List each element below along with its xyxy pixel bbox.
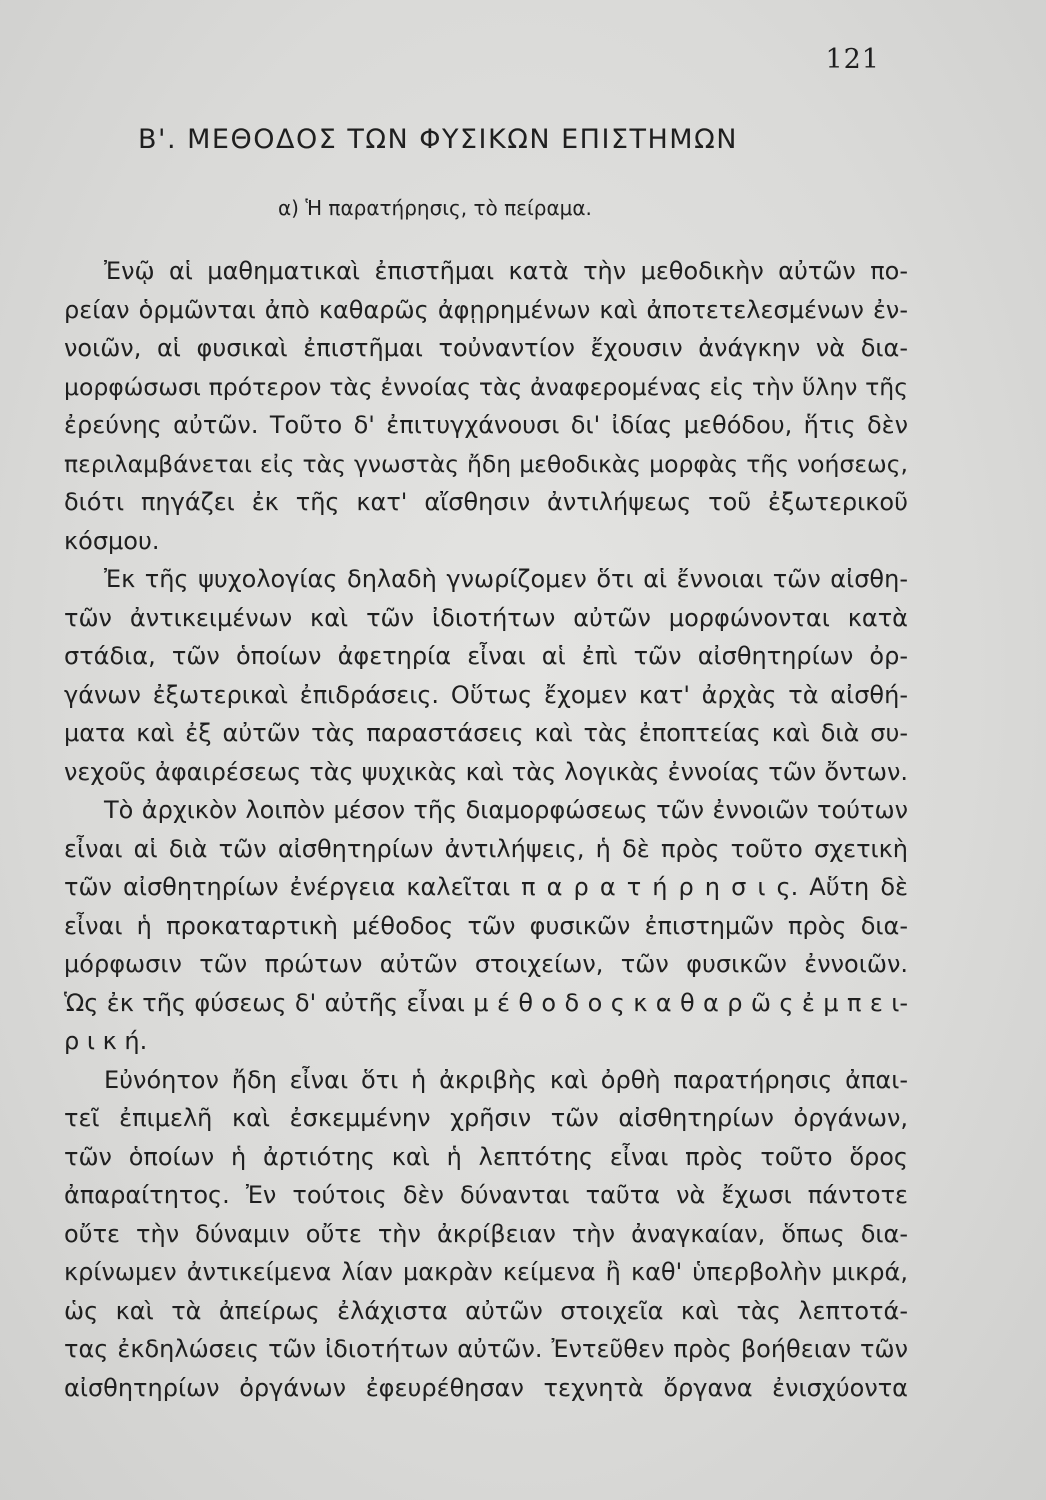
text-line: εἶναι ἡ προκαταρτικὴ μέθοδος τῶν φυσικῶν ἐπιστημῶν πρὸς δια- [64,911,908,940]
text-line: νεχοῦς ἀφαιρέσεως τὰς ψυχικὰς καὶ τὰς λογικὰς ἐννοίας τῶν ὄντων. [64,757,908,786]
text-line: τεῖ ἐπιμελῆ καὶ ἐσκεμμένην χρῆσιν τῶν αἰσθητηρίων ὀργάνων, [64,1104,908,1132]
text-line: Ὡς ἐκ τῆς φύσεως δ' αὐτῆς εἶναι μ έ θ ο δ ο ς κ α θ α ρ ῶ ς ἐ μ π ε ι- [64,988,908,1017]
text-line: κρίνωμεν ἀντικείμενα λίαν μακρὰν κείμενα ἢ καθ' ὑπερβολὴν μικρά, [64,1258,908,1286]
text-line: ὡς καὶ τὰ ἀπείρως ἐλάχιστα αὐτῶν στοιχεῖα καὶ τὰς λεπτοτά- [64,1296,908,1325]
text-line: τῶν ὁποίων ἡ ἀρτιότης καὶ ἡ λεπτότης εἶναι πρὸς τοῦτο ὅρος [64,1142,908,1171]
text-line: Ἐκ τῆς ψυχολογίας δηλαδὴ γνωρίζομεν ὅτι αἱ ἔννοιαι τῶν αἰσθη- [104,565,908,593]
text-line: περιλαμβάνεται εἰς τὰς γνωστὰς ἤδη μεθοδικὰς μορφὰς τῆς νοήσεως, [64,449,908,478]
text-line: οὔτε τὴν δύναμιν οὔτε τὴν ἀκρίβειαν τὴν ἀναγκαίαν, ὅπως δια- [64,1219,908,1248]
text-line: τῶν ἀντικειμένων καὶ τῶν ἰδιοτήτων αὐτῶν μορφώνονται κατὰ [64,603,908,632]
text-line: ἐρεύνης αὐτῶν. Τοῦτο δ' ἐπιτυγχάνουσι δι' ἰδίας μεθόδου, ἥτις δὲν [64,411,908,439]
chapter-title: Β'. ΜΕΘΟΔΟΣ ΤΩΝ ΦΥΣΙΚΩΝ ΕΠΙΣΤΗΜΩΝ [138,124,738,155]
text-line: ματα καὶ ἐξ αὐτῶν τὰς παραστάσεις καὶ τὰς ἐποπτείας καὶ διὰ συ- [64,719,908,747]
body-text [64,252,908,1407]
text-line: Εὐνόητον ἤδη εἶναι ὅτι ἡ ἀκριβὴς καὶ ὀρθὴ παρατήρησις ἀπαι- [104,1065,908,1094]
text-line: ρ ι κ ή. [64,1027,148,1055]
text-line: κόσμου. [64,526,160,555]
text-line: εἶναι αἱ διὰ τῶν αἰσθητηρίων ἀντιλήψεις, ἡ δὲ πρὸς τοῦτο σχετικὴ [64,834,908,863]
text-line: στάδια, τῶν ὁποίων ἀφετηρία εἶναι αἱ ἐπὶ τῶν αἰσθητηρίων ὀρ- [64,642,908,670]
text-line: τας ἐκδηλώσεις τῶν ἰδιοτήτων αὐτῶν. Ἐντεῦθεν πρὸς βοήθειαν τῶν [64,1335,908,1363]
text-line: ρείαν ὁρμῶνται ἀπὸ καθαρῶς ἀφῃρημένων καὶ ἀποτετελεσμένων ἐν- [64,295,908,324]
text-line: αἰσθητηρίων ὀργάνων ἐφευρέθησαν τεχνητὰ ὄργανα ἐνισχύοντα [64,1373,908,1402]
text-line: νοιῶν, αἱ φυσικαὶ ἐπιστῆμαι τοὐναντίον ἔχουσιν ἀνάγκην νὰ δια- [64,334,908,362]
text-line: γάνων ἐξωτερικαὶ ἐπιδράσεις. Οὕτως ἔχομεν κατ' ἀρχὰς τὰ αἰσθή- [64,680,908,709]
text-line: τῶν αἰσθητηρίων ἐνέργεια καλεῖται π α ρ α τ ή ρ η σ ι ς. Αὕτη δὲ [64,873,908,901]
page-number: 121 [825,44,880,75]
text-line: μορφώσωσι πρότερον τὰς ἐννοίας τὰς ἀναφερομένας εἰς τὴν ὕλην τῆς [64,372,908,401]
text-line: μόρφωσιν τῶν πρώτων αὐτῶν στοιχείων, τῶν φυσικῶν ἐννοιῶν. [64,950,908,978]
section-title: α) Ἡ παρατήρησις, τὸ πείραμα. [278,196,592,220]
text-line: ἀπαραίτητος. Ἐν τούτοις δὲν δύνανται ταῦτα νὰ ἔχωσι πάντοτε [64,1181,908,1209]
text-line: Ἐνῷ αἱ μαθηματικαὶ ἐπιστῆμαι κατὰ τὴν μεθοδικὴν αὐτῶν πο- [104,257,908,285]
text-line: διότι πηγάζει ἐκ τῆς κατ' αἴσθησιν ἀντιλήψεως τοῦ ἐξωτερικοῦ [64,488,908,516]
text-line: Τὸ ἀρχικὸν λοιπὸν μέσον τῆς διαμορφώσεως τῶν ἐννοιῶν τούτων [104,796,908,824]
